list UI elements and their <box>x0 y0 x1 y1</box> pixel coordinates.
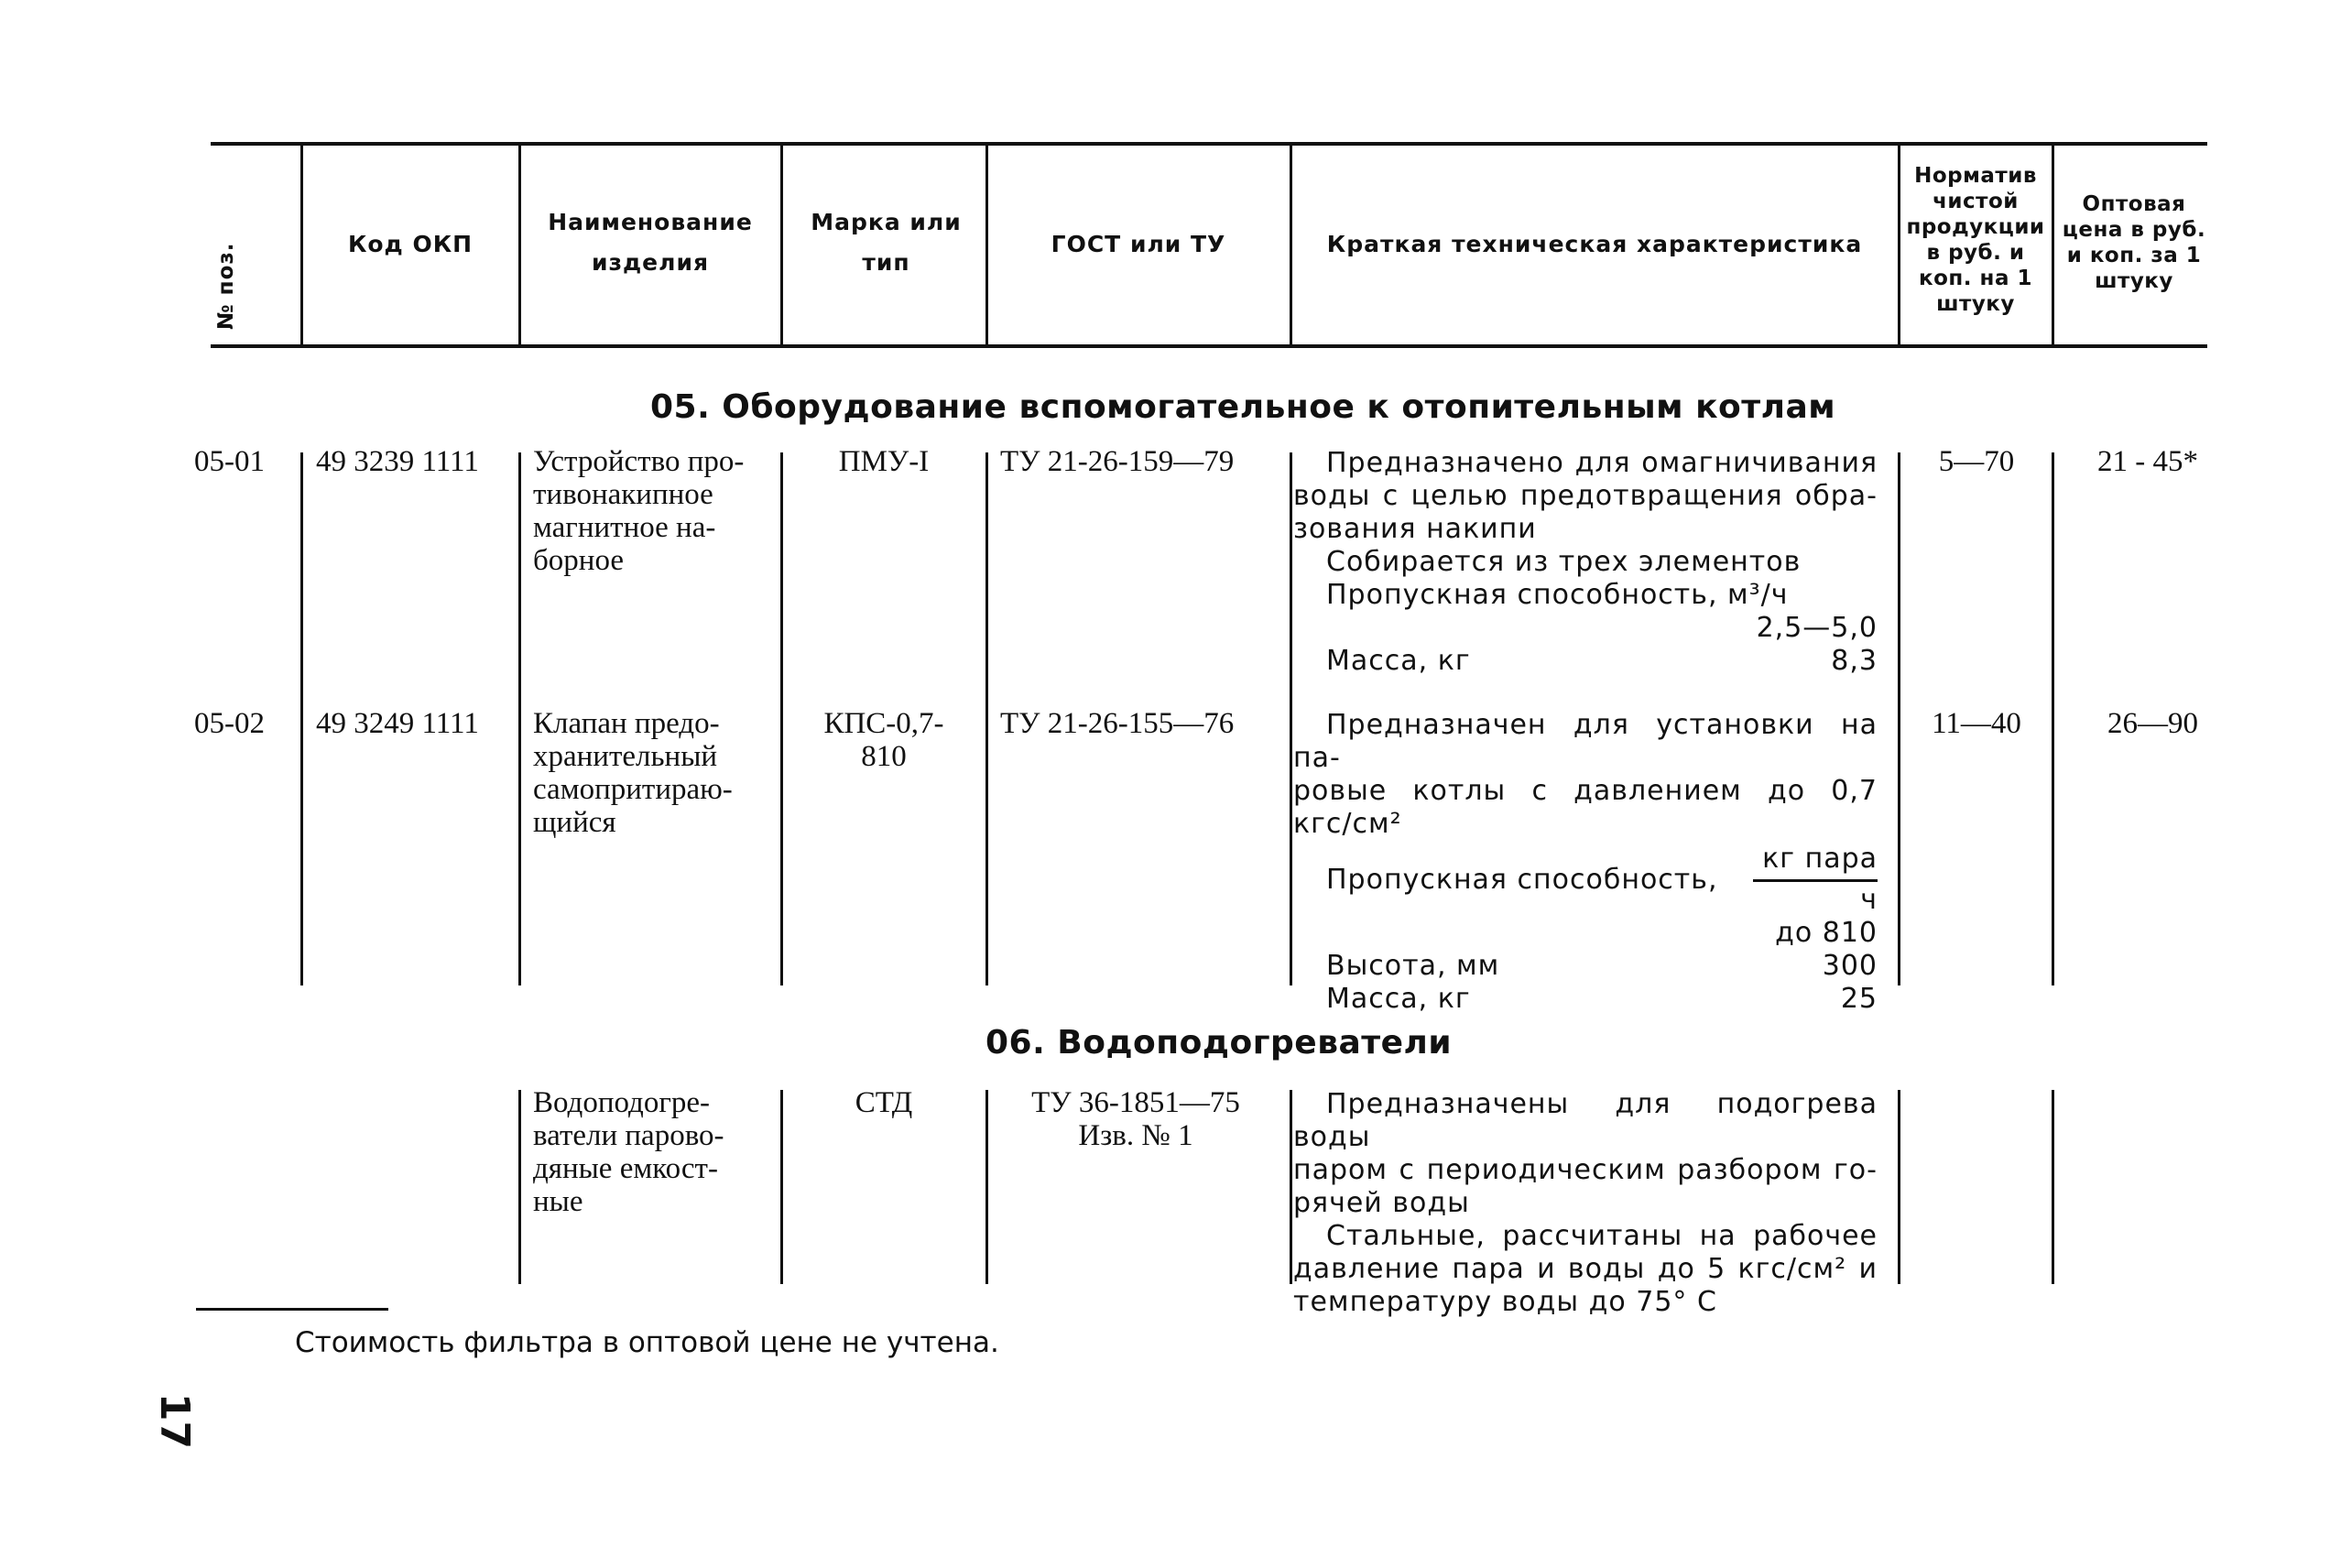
row-name: Водоподогре- ватели парово- дяные емкост- ные <box>533 1086 724 1218</box>
header-bottom-rule <box>211 344 2207 348</box>
header-spec: Краткая техническая характеристика <box>1326 231 1863 257</box>
header-okp: Код ОКП <box>347 231 474 257</box>
header-divider <box>518 145 521 344</box>
footnote-rule <box>196 1308 388 1311</box>
column-divider <box>1898 452 1900 985</box>
row-brand: КПС-0,7- 810 <box>823 707 944 773</box>
row-norm: 11—40 <box>1932 707 2021 740</box>
column-divider <box>518 1090 521 1284</box>
column-divider <box>300 452 303 985</box>
column-divider <box>518 452 521 985</box>
header-price: Оптовая цена в руб. и коп. за 1 штуку <box>2062 192 2206 293</box>
page-number: 17 <box>151 1392 199 1450</box>
row-desc: Предназначены для подогрева воды паром с периодическим разбором го- рячей воды Стальные, рассчитаны на рабочее давление пара и воды до 5 кгс/см² и температуру воды до 75° С <box>1293 1088 1878 1318</box>
header-pos: № поз. <box>214 242 238 330</box>
section-title: 06. Водоподогреватели <box>985 1024 1453 1062</box>
row-price: 21 - 45* <box>2097 445 2198 478</box>
column-divider <box>780 1090 783 1284</box>
row-name: Клапан предо- хранительный самопритираю- щийся <box>533 707 733 839</box>
row-okp: 49 3249 1111 <box>316 707 479 740</box>
row-price: 26—90 <box>2107 707 2198 740</box>
row-norm: 5—70 <box>1938 445 2015 478</box>
column-divider <box>1898 1090 1900 1284</box>
header-gost: ГОСТ или ТУ <box>1051 231 1226 257</box>
row-pos: 05-01 <box>194 445 265 478</box>
column-divider <box>2052 1090 2054 1284</box>
row-brand: ПМУ-I <box>838 445 930 478</box>
row-brand: СТД <box>855 1086 913 1119</box>
row-gost: ТУ 21-26-155—76 <box>1000 707 1235 740</box>
row-gost: ТУ 21-26-159—79 <box>1000 445 1235 478</box>
header-brand: Марка или тип <box>811 209 962 276</box>
row-desc: Предназначено для омагничивания воды с целью предотвращения обра- зования накипи Собирается из трех элементов Пропускная способность, м³/ч 2,5—5,0 Масса, кг 8,3 <box>1293 447 1878 677</box>
footnote: Стоимость фильтра в оптовой цене не учтена. <box>295 1326 999 1359</box>
column-divider <box>780 452 783 985</box>
column-divider <box>2052 452 2054 985</box>
section-title: 05. Оборудование вспомогательное к отопительным котлам <box>650 388 1836 426</box>
header-divider <box>780 145 783 344</box>
header-divider <box>2052 145 2054 344</box>
capacity-fraction: $\frac{\text{кг пара}}{ч}$ <box>1753 843 1878 917</box>
header-norm: Норматив чистой продукции в руб. и коп. на 1 штуку <box>1906 164 2045 316</box>
header-name: Наименование изделия <box>548 209 753 276</box>
column-divider <box>1290 1090 1292 1284</box>
row-desc: Предназначен для установки на па- ровые котлы с давлением до 0,7 кгс/см² Пропускная способность, $\frac{\text{кг пара}}{ч}$ до 810 Высота, мм 300 Масса, кг 25 <box>1293 709 1878 1015</box>
column-divider <box>1290 452 1292 985</box>
row-pos: 05-02 <box>194 707 265 740</box>
row-okp: 49 3239 1111 <box>316 445 479 478</box>
row-name: Устройство про- тивонакипное магнитное на- борное <box>533 445 745 577</box>
row-gost: ТУ 36-1851—75 Изв. № 1 <box>1031 1086 1240 1152</box>
column-divider <box>985 1090 988 1284</box>
column-divider <box>985 452 988 985</box>
